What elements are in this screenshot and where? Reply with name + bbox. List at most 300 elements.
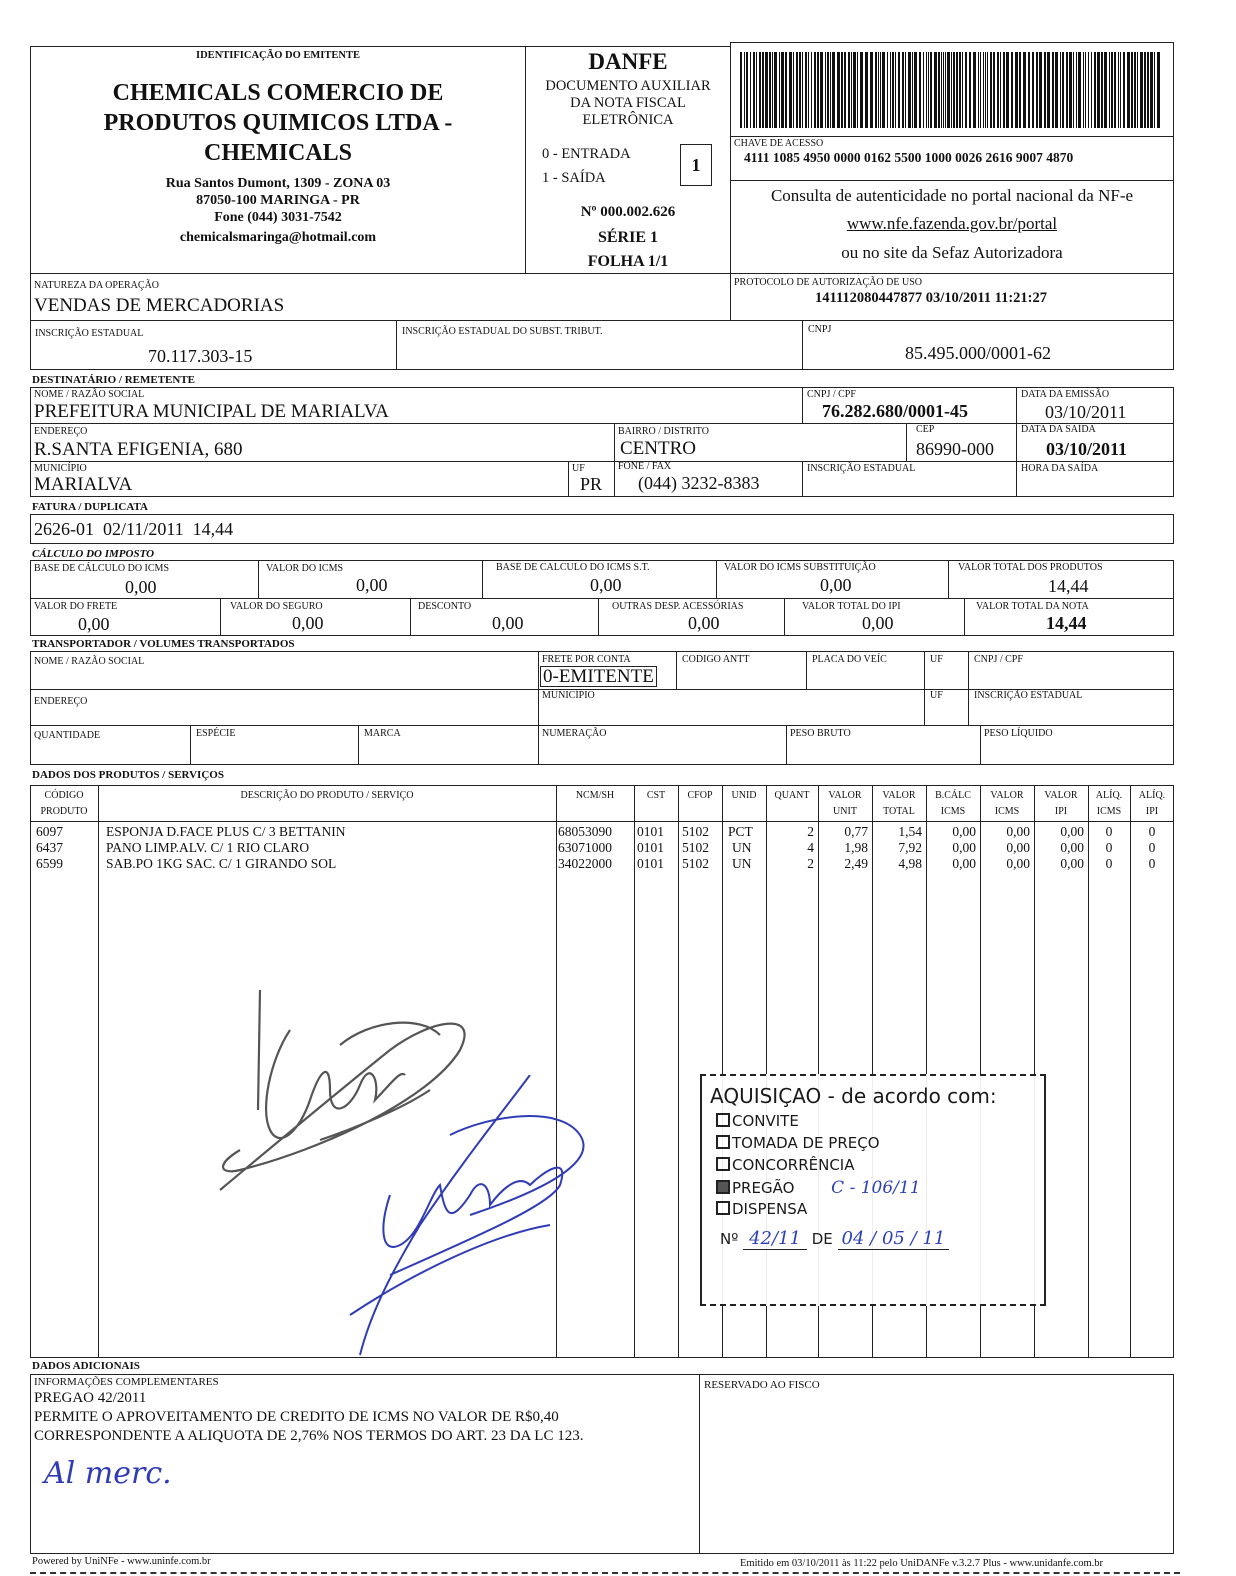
row-bcalc: 0,00: [952, 824, 976, 839]
barcode-bar: [853, 52, 856, 128]
barcode-bar: [1044, 52, 1046, 128]
barcode-bar: [1134, 52, 1136, 128]
barcode-bar: [880, 52, 881, 128]
barcode-bar: [908, 52, 911, 128]
barcode-bar: [1062, 52, 1064, 128]
transp-municipio-label: MUNICÍPIO: [542, 690, 595, 701]
barcode-bar: [1000, 52, 1001, 128]
danfe-serie: SÉRIE 1: [597, 229, 659, 246]
barcode-bar: [799, 52, 801, 128]
dest-fone-label: FONE / FAX: [618, 461, 672, 472]
barcode-bar: [870, 52, 873, 128]
emitente-name-3: CHEMICALS: [203, 140, 353, 166]
dest-bairro-label: BAIRRO / DISTRITO: [618, 426, 709, 437]
barcode-bar: [985, 52, 986, 128]
row-ncm: 34022000: [558, 856, 612, 871]
stamp-option-dispensa: [716, 1200, 807, 1218]
barcode-bar: [1111, 52, 1113, 128]
barcode-bar: [878, 52, 879, 128]
barcode-bar: [882, 52, 885, 128]
barcode-bar: [1069, 52, 1072, 128]
transp-frete-label: FRETE POR CONTA: [542, 654, 631, 665]
row-descricao: PANO LIMP.ALV. C/ 1 RIO CLARO: [106, 840, 310, 855]
barcode-bar: [943, 52, 944, 128]
barcode-bar: [793, 52, 794, 128]
fisco-box: [699, 1374, 1174, 1554]
barcode-bar: [814, 52, 816, 128]
barcode-bar: [832, 52, 835, 128]
row-quant: 2: [807, 824, 814, 839]
barcode-bar: [779, 52, 780, 128]
barcode-bar: [753, 52, 755, 128]
barcode-bar: [1076, 52, 1077, 128]
barcode-bar: [750, 52, 751, 128]
calc-total-prod-label: VALOR TOTAL DOS PRODUTOS: [958, 562, 1103, 573]
hdr-codigo-2: PRODUTO: [40, 806, 88, 817]
barcode-bar: [772, 52, 773, 128]
barcode-bar: [969, 52, 971, 128]
stamp-option-label: DISPENSA: [732, 1200, 808, 1218]
transp-uf2-label: UF: [930, 690, 943, 701]
row-vicms: 0,00: [1006, 856, 1030, 871]
row-quant: 2: [807, 856, 814, 871]
barcode-bar: [1060, 52, 1061, 128]
checkbox-icon: [716, 1201, 730, 1215]
row-vtotal: 1,54: [898, 824, 922, 839]
danfe-subtitle-3: ELETRÔNICA: [582, 112, 674, 128]
adicionais-section: DADOS ADICIONAIS: [32, 1360, 140, 1372]
dest-hora-label: HORA DA SAÍDA: [1021, 463, 1099, 474]
dest-uf-value: PR: [580, 474, 603, 494]
barcode-bar: [827, 52, 829, 128]
barcode-bar: [865, 52, 868, 128]
emitente-email: chemicalsmaringa@hotmail.com: [179, 230, 377, 245]
danfe-tipo-box: 1: [680, 144, 712, 186]
hdr-aipi-1: ALÍQ.: [1138, 790, 1166, 801]
barcode-bar: [1140, 52, 1143, 128]
barcode-bar: [1006, 52, 1009, 128]
info-label: INFORMAÇÕES COMPLEMENTARES: [34, 1376, 219, 1388]
hdr-codigo-1: CÓDIGO: [44, 790, 84, 801]
danfe-entrada: 0 - ENTRADA: [542, 146, 631, 162]
barcode-bar: [990, 52, 992, 128]
calc-valor-st-label: VALOR DO ICMS SUBSTITUIÇÃO: [724, 562, 876, 573]
emitente-phone: Fone (044) 3031-7542: [214, 210, 342, 225]
dest-uf-label: UF: [572, 463, 585, 474]
barcode-bar: [1036, 52, 1038, 128]
destinatario-section: DESTINATÁRIO / REMETENTE: [32, 374, 195, 386]
barcode-bar: [1144, 52, 1146, 128]
barcode-bar: [919, 52, 921, 128]
stamp-option-tomada: [716, 1134, 880, 1152]
dest-municipio-value: MARIALVA: [34, 474, 133, 495]
transp-placa-label: PLACA DO VEÍC: [812, 654, 887, 665]
hdr-unid: UNID: [731, 790, 757, 801]
dest-cnpj-value: 76.282.680/0001-45: [822, 401, 968, 421]
row-bcalc: 0,00: [952, 840, 976, 855]
hdr-vunit-2: UNIT: [833, 806, 857, 817]
row-cfop: 5102: [682, 824, 709, 839]
barcode-bar: [1157, 52, 1160, 128]
protocolo-value: 141112080447877 03/10/2011 11:21:27: [815, 290, 1048, 306]
calc-valor-icms-value: 0,00: [356, 575, 388, 595]
barcode-bar: [987, 52, 988, 128]
barcode-bar: [892, 52, 894, 128]
stamp-date: 04 / 05 / 11: [838, 1228, 950, 1250]
info-line-3: CORRESPONDENTE A ALIQUOTA DE 2,76% NOS TERMOS DO ART. 23 DA LC 123.: [34, 1428, 584, 1444]
transp-nome-label: NOME / RAZÃO SOCIAL: [34, 656, 145, 667]
transp-cnpj-label: CNPJ / CPF: [974, 654, 1023, 665]
barcode-bar: [928, 52, 929, 128]
stamp-de: DE: [811, 1230, 833, 1248]
barcode-bar: [851, 52, 852, 128]
dest-cep-value: 86990-000: [916, 439, 994, 459]
acquisition-stamp: [700, 1074, 1046, 1306]
chave-label: CHAVE DE ACESSO: [734, 138, 824, 149]
barcode-bar: [785, 52, 787, 128]
barcode-bar: [956, 52, 958, 128]
emitente-cep-city: 87050-100 MARINGA - PR: [196, 193, 360, 208]
calc-base-icms-value: 0,00: [125, 577, 157, 597]
hdr-vicms-1: VALOR: [990, 790, 1024, 801]
stamp-option-pregao: [716, 1178, 921, 1198]
hdr-cfop: CFOP: [687, 790, 713, 801]
row-vicms: 0,00: [1006, 824, 1030, 839]
barcode-bar: [1003, 52, 1005, 128]
barcode-bar: [1120, 52, 1121, 128]
barcode-bar: [746, 52, 748, 128]
row-aipi: 0: [1148, 856, 1156, 871]
dest-emissao-label: DATA DA EMISSÃO: [1021, 389, 1110, 400]
consulta-link[interactable]: www.nfe.fazenda.gov.br/portal: [846, 214, 1058, 233]
row-cst: 0101: [637, 856, 664, 871]
hdr-vipi-2: IPI: [1054, 806, 1068, 817]
dest-endereco-label: ENDEREÇO: [34, 426, 88, 437]
row-descricao: SAB.PO 1KG SAC. C/ 1 GIRANDO SOL: [106, 856, 337, 871]
barcode-bar: [841, 52, 843, 128]
fatura-section: FATURA / DUPLICATA: [32, 501, 148, 513]
row-unid: UN: [732, 856, 752, 871]
barcode-bar: [830, 52, 831, 128]
hdr-vunit-1: VALOR: [828, 790, 862, 801]
dest-nome-value: PREFEITURA MUNICIPAL DE MARIALVA: [34, 401, 389, 422]
barcode-bar: [1091, 52, 1092, 128]
barcode-bar: [923, 52, 924, 128]
info-line-2: PERMITE O APROVEITAMENTO DE CREDITO DE ICMS NO VALOR DE R$0,40: [34, 1409, 559, 1425]
barcode-bar: [1131, 52, 1133, 128]
emitente-label: IDENTIFICAÇÃO DO EMITENTE: [196, 50, 360, 61]
barcode-bar: [825, 52, 826, 128]
barcode-bar: [1097, 52, 1100, 128]
barcode-bar: [1028, 52, 1030, 128]
dest-emissao-value: 03/10/2011: [1045, 402, 1127, 422]
barcode-bar: [1019, 52, 1021, 128]
barcode-bar: [1154, 52, 1155, 128]
barcode-bar: [1055, 52, 1058, 128]
barcode-bar: [820, 52, 823, 128]
barcode-bar: [890, 52, 891, 128]
barcode-bar: [762, 52, 764, 128]
hdr-vtotal-1: VALOR: [882, 790, 916, 801]
barcode-bar: [1039, 52, 1042, 128]
hdr-cst: CST: [646, 790, 666, 801]
barcode-bar: [905, 52, 906, 128]
calc-base-st-label: BASE DE CALCULO DO ICMS S.T.: [496, 562, 650, 573]
dest-nome-label: NOME / RAZÃO SOCIAL: [34, 389, 145, 400]
dest-cep-label: CEP: [916, 424, 935, 435]
calc-ipi-value: 0,00: [862, 613, 894, 633]
emitente-name-2: PRODUTOS QUIMICOS LTDA -: [103, 110, 453, 136]
barcode-bar: [1104, 52, 1107, 128]
calc-outras-value: 0,00: [688, 613, 720, 633]
footer-left: Powered by UniNFe - www.uninfe.com.br: [32, 1556, 211, 1567]
cnpj-emit-label: CNPJ: [808, 324, 832, 335]
footer-right: Emitido em 03/10/2011 às 11:22 pelo UniDANFe v.3.2.7 Plus - www.unidanfe.com.br: [740, 1558, 1103, 1569]
barcode-bar: [844, 52, 846, 128]
calc-frete-value: 0,00: [78, 614, 110, 634]
calc-total-nota-label: VALOR TOTAL DA NOTA: [976, 601, 1089, 612]
barcode-bar: [1066, 52, 1068, 128]
barcode-bar: [934, 52, 937, 128]
natureza-value: VENDAS DE MERCADORIAS: [34, 295, 285, 316]
stamp-option-convite: [716, 1112, 799, 1130]
dest-municipio-label: MUNICÍPIO: [34, 463, 87, 474]
row-vunit: 2,49: [844, 856, 868, 871]
hdr-quant: QUANT: [774, 790, 810, 801]
barcode-bar: [947, 52, 950, 128]
barcode-icon: [740, 52, 1162, 128]
barcode-bar: [756, 52, 757, 128]
checkbox-icon: [716, 1157, 730, 1171]
barcode-bar: [978, 52, 979, 128]
barcode-bar: [837, 52, 840, 128]
row-vtotal: 4,98: [898, 856, 922, 871]
barcode-bar: [808, 52, 809, 128]
dest-saida-value: 03/10/2011: [1046, 439, 1128, 459]
hdr-vicms-2: ICMS: [994, 806, 1020, 817]
barcode-bar: [993, 52, 995, 128]
barcode-bar: [796, 52, 798, 128]
stamp-option-label: PREGÃO: [732, 1179, 795, 1197]
chave-value: 4111 1085 4950 0000 0162 5500 1000 0026 2616 9007 4870: [744, 150, 1074, 165]
barcode-bar: [860, 52, 863, 128]
consulta-line-1: Consulta de autenticidade no portal nacional da NF-e: [770, 186, 1134, 205]
stamp-option-label: TOMADA DE PREÇO: [732, 1134, 880, 1152]
cnpj-emit-value: 85.495.000/0001-62: [905, 343, 1051, 363]
stamp-option-concorrencia: [716, 1156, 854, 1174]
calc-seguro-value: 0,00: [292, 613, 324, 633]
row-ncm: 63071000: [558, 840, 612, 855]
row-aicms: 0: [1105, 824, 1113, 839]
calc-outras-label: OUTRAS DESP. ACESSÓRIAS: [612, 601, 744, 612]
stamp-num-prefix: Nº: [720, 1230, 739, 1248]
inscricao-value: 70.117.303-15: [148, 346, 253, 366]
barcode-bar: [980, 52, 981, 128]
row-vipi: 0,00: [1060, 856, 1084, 871]
calc-base-icms-label: BASE DE CÁLCULO DO ICMS: [34, 563, 170, 574]
barcode-bar: [1150, 52, 1153, 128]
inscricao-label: INSCRIÇÃO ESTADUAL: [35, 328, 144, 339]
row-aicms: 0: [1105, 856, 1113, 871]
calc-seguro-label: VALOR DO SEGURO: [230, 601, 323, 612]
transp-endereco-label: ENDEREÇO: [34, 696, 88, 707]
calc-base-st-value: 0,00: [590, 575, 622, 595]
barcode-bar: [1114, 52, 1116, 128]
stamp-pregao-note: C - 106/11: [831, 1178, 921, 1198]
calculo-section: CÁLCULO DO IMPOSTO: [32, 548, 155, 560]
barcode-bar: [1109, 52, 1110, 128]
row-codigo: 6599: [36, 856, 63, 871]
consulta-line-2: ou no site da Sefaz Autorizadora: [841, 243, 1063, 262]
danfe-subtitle-2: DA NOTA FISCAL: [570, 95, 686, 111]
stamp-title: AQUISIÇAO - de acordo com:: [710, 1084, 997, 1108]
barcode-bar: [965, 52, 967, 128]
transp-marca-label: MARCA: [364, 728, 401, 739]
barcode-bar: [962, 52, 963, 128]
barcode-bar: [912, 52, 913, 128]
row-cfop: 5102: [682, 856, 709, 871]
emitente-address: Rua Santos Dumont, 1309 - ZONA 03: [165, 176, 391, 191]
row-codigo: 6097: [36, 824, 63, 839]
dest-ie-label: INSCRIÇÃO ESTADUAL: [807, 463, 916, 474]
transp-bruto-label: PESO BRUTO: [790, 728, 851, 739]
dest-cnpj-label: CNPJ / CPF: [807, 389, 856, 400]
row-vunit: 1,98: [844, 840, 868, 855]
row-ncm: 68053090: [558, 824, 612, 839]
calc-desconto-label: DESCONTO: [418, 601, 472, 612]
barcode-bar: [1015, 52, 1018, 128]
inscricao-st-label: INSCRIÇÃO ESTADUAL DO SUBST. TRIBUT.: [402, 326, 603, 337]
dest-fone-value: (044) 3232-8383: [638, 473, 760, 493]
barcode-bar: [997, 52, 999, 128]
barcode-bar: [1127, 52, 1130, 128]
hdr-vipi-1: VALOR: [1044, 790, 1078, 801]
barcode-bar: [983, 52, 984, 128]
barcode-bar: [1083, 52, 1084, 128]
barcode-bar: [926, 52, 927, 128]
transp-qtd-label: QUANTIDADE: [34, 730, 101, 741]
row-vipi: 0,00: [1060, 840, 1084, 855]
row-unid: UN: [732, 840, 752, 855]
barcode-bar: [1052, 52, 1054, 128]
barcode-bar: [802, 52, 803, 128]
barcode-bar: [817, 52, 819, 128]
info-handwritten: Al merc.: [44, 1456, 172, 1491]
danfe-title: DANFE: [588, 49, 668, 74]
barcode-bar: [953, 52, 955, 128]
stamp-option-label: CONVITE: [732, 1112, 799, 1130]
hdr-ncm: NCM/SH: [575, 790, 615, 801]
checked-checkbox-icon: [716, 1180, 730, 1194]
barcode-bar: [887, 52, 888, 128]
danfe-saida: 1 - SAÍDA: [542, 170, 606, 186]
transportador-section: TRANSPORTADOR / VOLUMES TRANSPORTADOS: [32, 638, 295, 650]
barcode-bar: [938, 52, 940, 128]
barcode-bar: [857, 52, 858, 128]
calc-valor-icms-label: VALOR DO ICMS: [266, 563, 344, 574]
barcode-bar: [1023, 52, 1026, 128]
row-aipi: 0: [1148, 840, 1156, 855]
produtos-section: DADOS DOS PRODUTOS / SERVIÇOS: [32, 769, 224, 781]
barcode-bar: [1147, 52, 1149, 128]
hdr-aipi-2: IPI: [1145, 806, 1159, 817]
dest-saida-label: DATA DA SAÍDA: [1021, 424, 1096, 435]
calc-ipi-label: VALOR TOTAL DO IPI: [802, 601, 901, 612]
barcode-bar: [1088, 52, 1089, 128]
barcode-bar: [811, 52, 812, 128]
barcode-bar: [1123, 52, 1125, 128]
transp-numeracao-label: NUMERAÇÃO: [542, 728, 607, 739]
stamp-num: 42/11: [743, 1228, 807, 1250]
hdr-bcalc-2: ICMS: [940, 806, 966, 817]
barcode-bar: [781, 52, 784, 128]
barcode-bar: [914, 52, 917, 128]
dest-bairro-value: CENTRO: [620, 438, 696, 459]
calc-valor-st-value: 0,00: [820, 575, 852, 595]
row-quant: 4: [807, 840, 814, 855]
protocolo-label: PROTOCOLO DE AUTORIZAÇÃO DE USO: [734, 277, 922, 288]
hdr-bcalc-1: B.CÁLC: [935, 790, 971, 801]
calc-total-nota-value: 14,44: [1046, 613, 1087, 633]
barcode-bar: [951, 52, 952, 128]
row-descricao: ESPONJA D.FACE PLUS C/ 3 BETTANIN: [106, 824, 346, 839]
danfe-numero: Nº 000.002.626: [580, 204, 676, 220]
dest-endereco-value: R.SANTA EFIGENIA, 680: [34, 439, 243, 460]
stamp-number-line: [720, 1228, 949, 1249]
row-bcalc: 0,00: [952, 856, 976, 871]
calc-desconto-value: 0,00: [492, 613, 524, 633]
calc-total-prod-value: 14,44: [1048, 576, 1089, 596]
transp-liquido-label: PESO LÍQUIDO: [984, 728, 1053, 739]
transp-antt-label: CODIGO ANTT: [682, 654, 750, 665]
hdr-descricao: DESCRIÇÃO DO PRODUTO / SERVIÇO: [240, 790, 414, 801]
barcode-bar: [895, 52, 896, 128]
row-vtotal: 7,92: [898, 840, 922, 855]
info-line-1: PREGAO 42/2011: [34, 1390, 147, 1406]
barcode-bar: [759, 52, 761, 128]
barcode-bar: [1085, 52, 1086, 128]
transp-ie-label: INSCRIÇÃO ESTADUAL: [974, 690, 1083, 701]
hdr-vtotal-2: TOTAL: [883, 806, 915, 817]
row-aipi: 0: [1148, 824, 1156, 839]
barcode-bar: [1137, 52, 1138, 128]
row-vicms: 0,00: [1006, 840, 1030, 855]
barcode-bar: [902, 52, 904, 128]
barcode-bar: [875, 52, 877, 128]
barcode-bar: [1118, 52, 1119, 128]
transp-frete-value: 0-EMITENTE: [540, 666, 657, 687]
barcode-bar: [1078, 52, 1081, 128]
fatura-value: 2626-01 02/11/2011 14,44: [34, 519, 234, 539]
barcode-bar: [774, 52, 777, 128]
barcode-bar: [930, 52, 932, 128]
danfe-subtitle-1: DOCUMENTO AUXILIAR: [545, 78, 711, 94]
hdr-aicms-2: ICMS: [1096, 806, 1122, 817]
row-aicms: 0: [1105, 840, 1113, 855]
barcode-bar: [973, 52, 976, 128]
signature-blue-icon: [330, 1075, 600, 1365]
checkbox-icon: [716, 1135, 730, 1149]
barcode-bar: [805, 52, 807, 128]
barcode-bar: [1094, 52, 1096, 128]
barcode-bar: [789, 52, 792, 128]
barcode-bar: [1011, 52, 1013, 128]
barcode-bar: [941, 52, 942, 128]
row-cfop: 5102: [682, 840, 709, 855]
row-unid: PCT: [728, 824, 753, 839]
barcode-bar: [744, 52, 745, 128]
barcode-bar: [959, 52, 961, 128]
